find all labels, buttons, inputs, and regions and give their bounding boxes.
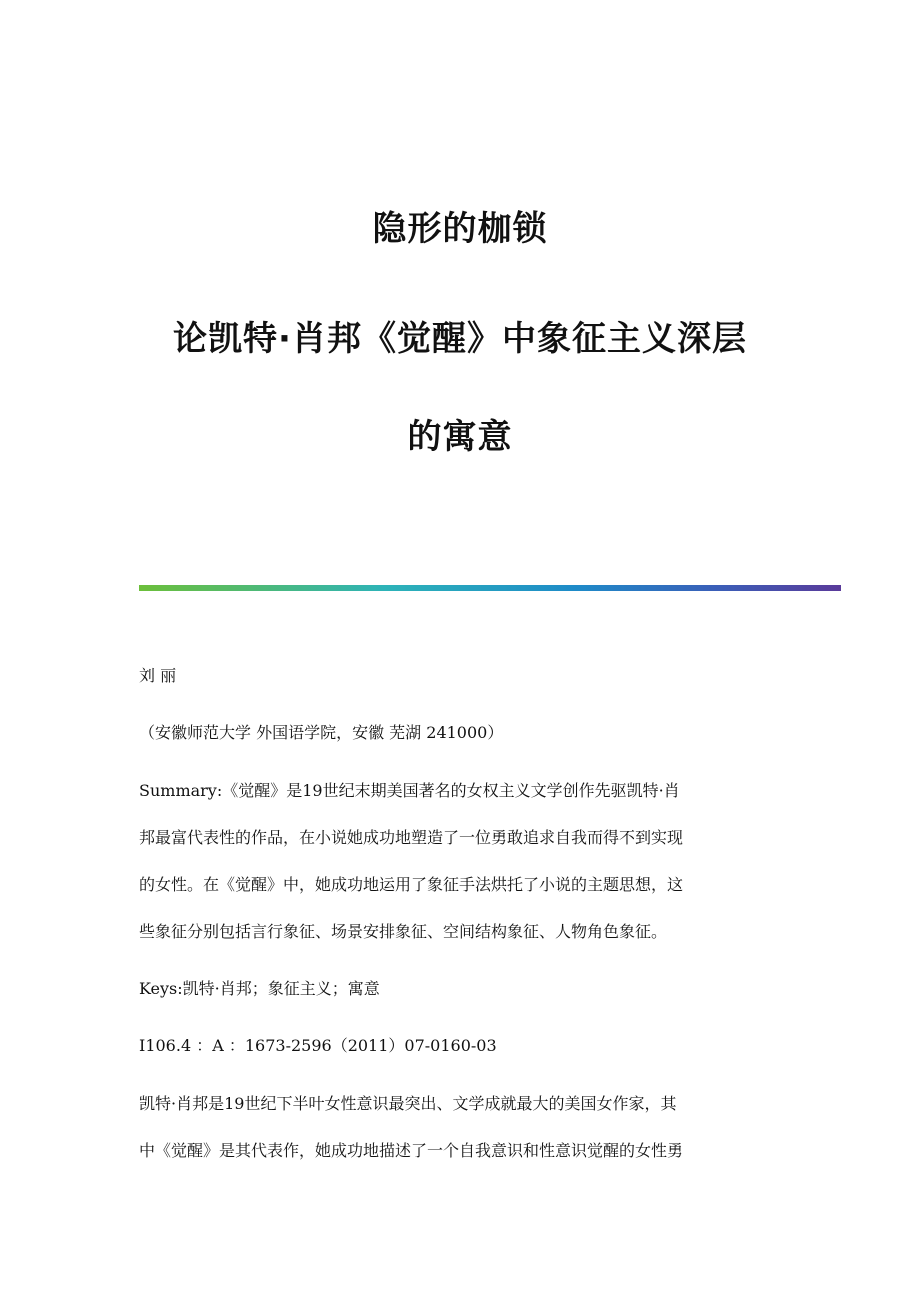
summary-line: Summary:《觉醒》是19世纪末期美国著名的女权主义文学创作先驱凯特·肖	[139, 781, 680, 800]
summary-line: 些象征分别包括言行象征、场景安排象征、空间结构象征、人物角色象征。	[139, 922, 668, 941]
summary-line: 的女性。在《觉醒》中，她成功地运用了象征手法烘托了小说的主题思想，这	[139, 875, 684, 894]
subtitle-line-2: 的寓意	[407, 417, 513, 457]
keywords: Keys:凯特·肖邦；象征主义；寓意	[139, 979, 380, 998]
author: 刘 丽	[139, 666, 177, 685]
summary-paragraph	[139, 767, 789, 955]
intro-line: 凯特·肖邦是19世纪下半叶女性意识最突出、文学成就最大的美国女作家，其	[139, 1094, 677, 1113]
intro-paragraph	[139, 1080, 789, 1174]
gradient-divider	[139, 585, 841, 591]
intro-line: 中《觉醒》是其代表作，她成功地描述了一个自我意识和性意识觉醒的女性勇	[139, 1141, 684, 1160]
title-block	[0, 206, 920, 460]
classification-code: I106.4 ：A ：1673-2596（2011）07-0160-03	[139, 1036, 497, 1055]
main-title: 隐形的枷锁	[372, 209, 548, 249]
affiliation: （安徽师范大学 外国语学院，安徽 芜湖 241000）	[139, 723, 504, 742]
article-body	[139, 664, 789, 1174]
summary-line: 邦最富代表性的作品，在小说她成功地塑造了一位勇敢追求自我而得不到实现	[139, 828, 684, 847]
subtitle-line-1: 论凯特·肖邦《觉醒》中象征主义深层	[173, 319, 747, 359]
